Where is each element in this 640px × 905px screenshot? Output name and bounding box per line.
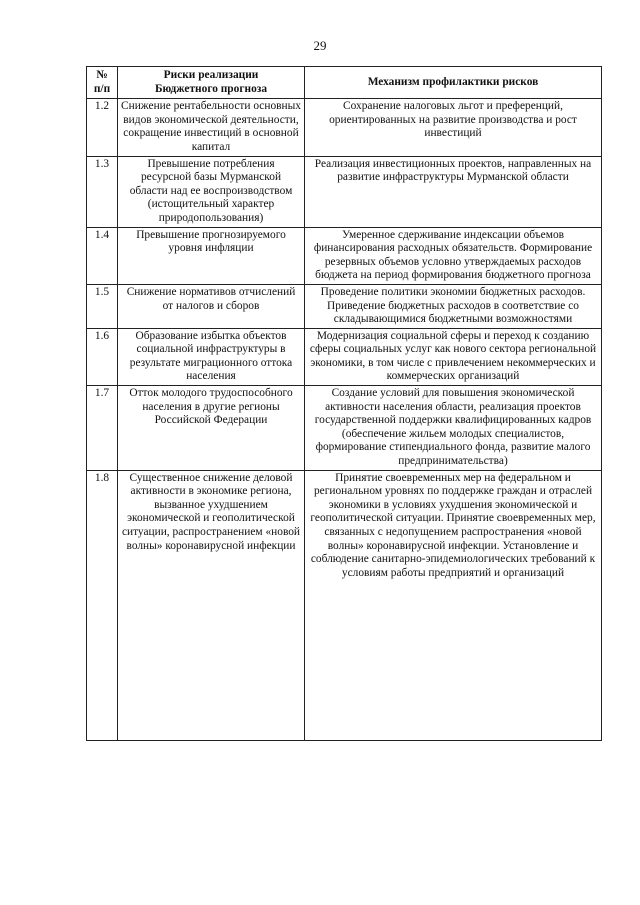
page-number: 29 — [313, 38, 327, 53]
risk-cell: Снижение рентабельности основных видов экономической деятельности, сокращение инвестиций в основной капитал — [118, 99, 305, 156]
table-row — [87, 99, 602, 156]
risk-cell: Образование избытка объектов социальной инфраструктуры в результате миграционного оттока населения — [118, 328, 305, 385]
risk-cell: Превышение потребления ресурсной базы Мурманской области над ее воспроизводством (истощительный характер природопользования) — [118, 156, 305, 227]
row-number: 1.7 — [87, 386, 118, 471]
table-row — [87, 470, 602, 740]
row-number: 1.5 — [87, 284, 118, 328]
mechanism-cell: Модернизация социальной сферы и переход к созданию сферы социальных услуг как нового сектора региональной экономики, в том числе с привлечением некоммерческих и коммерческих организаций — [305, 328, 602, 385]
header-risk — [118, 67, 305, 99]
mechanism-cell: Проведение политики экономии бюджетных расходов. Приведение бюджетных расходов в соответствие со складывающимися бюджетными возможностями — [305, 284, 602, 328]
risk-cell: Снижение нормативов отчислений от налогов и сборов — [118, 284, 305, 328]
table-header-row — [87, 67, 602, 99]
table-row — [87, 284, 602, 328]
row-number: 1.3 — [87, 156, 118, 227]
header-num-line-1: № — [96, 69, 108, 81]
mechanism-cell: Принятие своевременных мер на федеральном и региональном уровнях по поддержке граждан и отраслей экономики в условиях ухудшения экономической и геополитической ситуации. Принятие своевременных мер, связанных с недопущением распространения «новой волны» коронавирусной инфекции. Установление и соблюдение санитарно-эпидемиологических требований к условиям работы предприятий и организаций — [305, 470, 602, 740]
mechanism-cell: Реализация инвестиционных проектов, направленных на развитие инфраструктуры Мурманской области — [305, 156, 602, 227]
row-number: 1.6 — [87, 328, 118, 385]
risk-table — [86, 66, 602, 741]
header-risk-line-1: Риски реализации — [163, 69, 259, 81]
header-mechanism: Механизм профилактики рисков — [305, 67, 602, 99]
row-number: 1.8 — [87, 470, 118, 740]
table-row — [87, 386, 602, 471]
row-number: 1.4 — [87, 227, 118, 284]
header-risk-line-2: Бюджетного прогноза — [154, 82, 268, 95]
table-row — [87, 227, 602, 284]
mechanism-cell: Умеренное сдерживание индексации объемов финансирования расходных обязательств. Формирование резервных объемов условно утверждаемых расходов бюджета на период формирования бюджетного прогноза — [305, 227, 602, 284]
row-number: 1.2 — [87, 99, 118, 156]
risk-cell: Отток молодого трудоспособного населения в другие регионы Российской Федерации — [118, 386, 305, 471]
header-num-line-2: п/п — [93, 82, 111, 95]
header-num — [87, 67, 118, 99]
risk-cell: Превышение прогнозируемого уровня инфляции — [118, 227, 305, 284]
risk-cell: Существенное снижение деловой активности в экономике региона, вызванное ухудшением экономической и геополитической ситуации, распространением «новой волны» коронавирусной инфекции — [118, 470, 305, 740]
mechanism-cell: Создание условий для повышения экономической активности населения области, реализация проектов государственной поддержки квалифицированных кадров (обеспечение жильем молодых специалистов, формирование стипендиального фонда, развитие малого предпринимательства) — [305, 386, 602, 471]
table-row — [87, 156, 602, 227]
mechanism-cell: Сохранение налоговых льгот и преференций, ориентированных на развитие производства и рост инвестиций — [305, 99, 602, 156]
table-row — [87, 328, 602, 385]
